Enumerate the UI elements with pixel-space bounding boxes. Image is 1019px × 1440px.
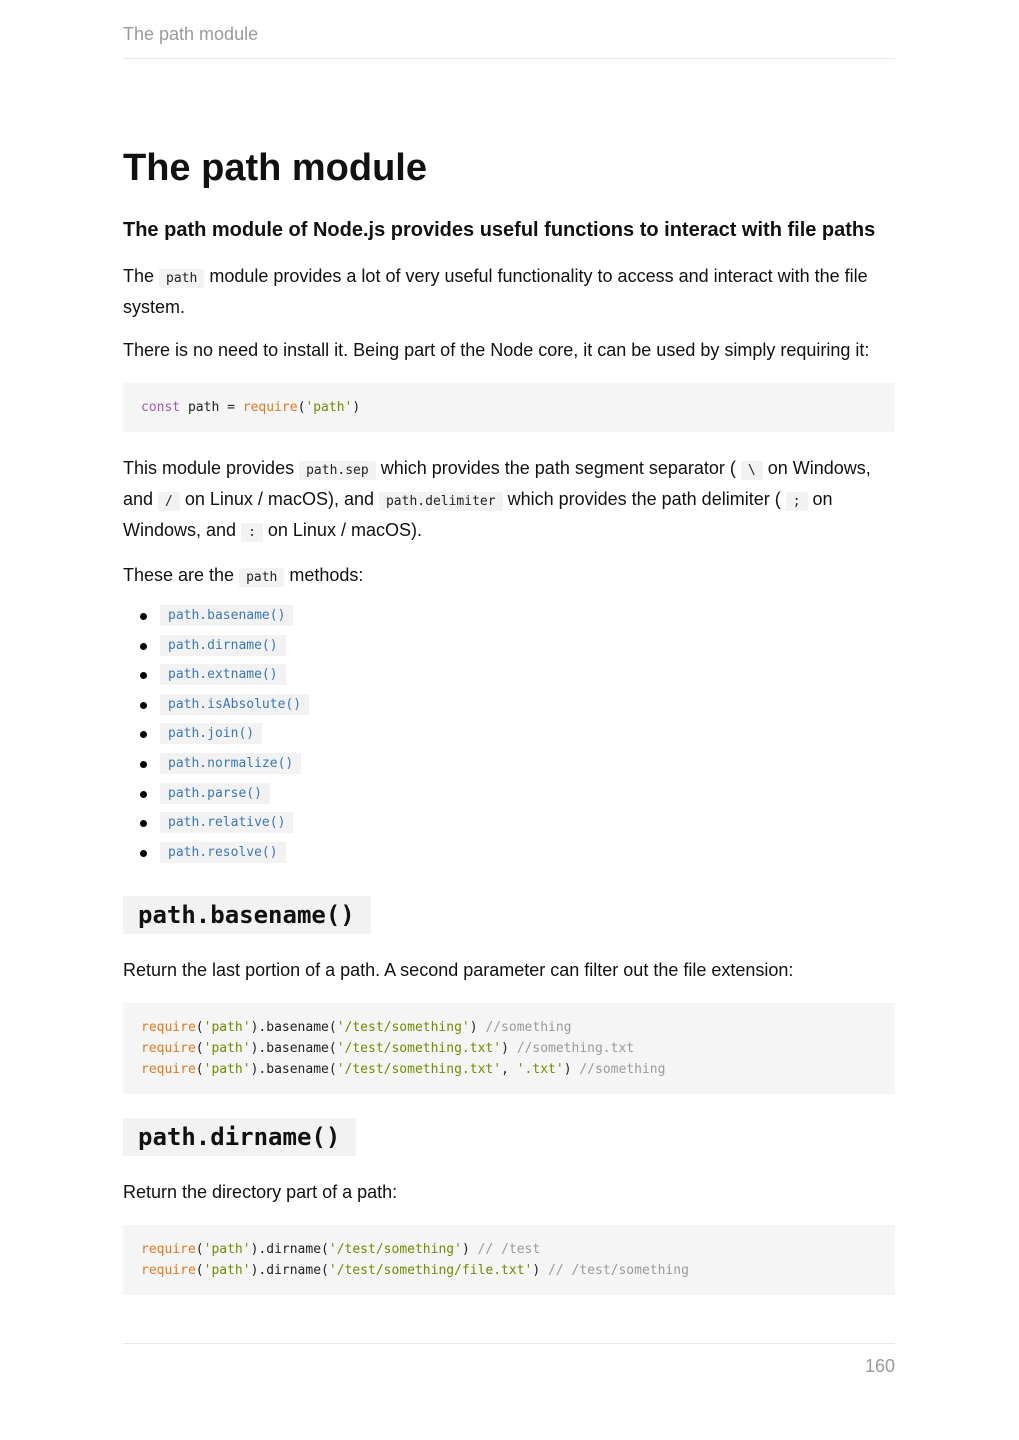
page-subtitle: The path module of Node.js provides useful functions to interact with file paths xyxy=(123,219,876,241)
code-string: 'path' xyxy=(305,400,353,415)
text-run: on Windows, and xyxy=(123,458,871,509)
code-function: require xyxy=(141,1263,196,1279)
code-comment: //something xyxy=(579,1062,666,1078)
list-item xyxy=(123,784,895,814)
code-text: ) xyxy=(501,1041,517,1057)
code-comment: // /test/something xyxy=(548,1263,689,1279)
code-comment: //something xyxy=(485,1020,572,1036)
list-item xyxy=(123,754,895,784)
bullet-icon xyxy=(140,702,147,709)
code-function: require xyxy=(141,1062,196,1078)
code-text: path = xyxy=(180,400,243,415)
method-link-basename[interactable]: path.basename() xyxy=(160,605,293,626)
method-link-join[interactable]: path.join() xyxy=(160,723,262,744)
code-string: '/test/something.txt' xyxy=(336,1062,502,1078)
bullet-icon xyxy=(140,820,147,827)
text-run: The xyxy=(123,266,160,286)
inline-code: path.delimiter xyxy=(379,492,503,511)
header-divider xyxy=(123,58,895,59)
code-text: ) xyxy=(563,1062,580,1078)
text-run: which provides the path delimiter ( xyxy=(502,489,786,509)
code-text: , xyxy=(501,1062,517,1078)
list-item xyxy=(123,724,895,754)
inline-code: / xyxy=(158,492,180,511)
code-block-dirname xyxy=(123,1225,895,1295)
code-function: require xyxy=(141,1242,196,1258)
section-heading-dirname: path.dirname() xyxy=(123,1118,356,1156)
code-line xyxy=(141,1020,572,1035)
method-link-isabsolute[interactable]: path.isAbsolute() xyxy=(160,694,309,715)
code-function: require xyxy=(141,1020,196,1036)
running-header: The path module xyxy=(123,24,259,44)
page-title: The path module xyxy=(123,147,427,189)
code-line xyxy=(141,1062,665,1077)
footer-divider xyxy=(123,1343,895,1344)
bullet-icon xyxy=(140,672,147,679)
method-link-extname[interactable]: path.extname() xyxy=(160,664,286,685)
code-text: ) xyxy=(352,400,361,415)
method-link-dirname[interactable]: path.dirname() xyxy=(160,635,286,656)
code-string: 'path' xyxy=(203,1062,251,1078)
bullet-icon xyxy=(140,761,147,768)
intro-paragraph xyxy=(123,262,895,322)
code-text: ).basename( xyxy=(250,1041,337,1057)
text-run: which provides the path segment separator ( xyxy=(375,458,741,478)
inline-code: path xyxy=(239,568,284,587)
code-block-basename xyxy=(123,1003,895,1094)
code-text: ).basename( xyxy=(250,1062,337,1078)
code-text: ( xyxy=(195,1242,204,1258)
code-text: ).dirname( xyxy=(250,1263,329,1279)
list-item xyxy=(123,665,895,695)
separator-paragraph xyxy=(123,454,895,547)
inline-code: path xyxy=(159,269,204,288)
inline-code: \ xyxy=(741,461,763,480)
method-link-relative[interactable]: path.relative() xyxy=(160,812,293,833)
bullet-icon xyxy=(140,643,147,650)
text-run: These are the xyxy=(123,565,240,585)
methods-list xyxy=(123,606,895,872)
method-link-parse[interactable]: path.parse() xyxy=(160,783,270,804)
code-text: ( xyxy=(195,1041,204,1057)
code-text: ( xyxy=(195,1020,204,1036)
list-item xyxy=(123,636,895,666)
code-keyword: const xyxy=(141,400,181,415)
code-text: ) xyxy=(461,1242,478,1258)
code-string: '.txt' xyxy=(516,1062,564,1078)
code-text: ).dirname( xyxy=(250,1242,329,1258)
list-item xyxy=(123,843,895,873)
method-link-resolve[interactable]: path.resolve() xyxy=(160,842,286,863)
code-text: ) xyxy=(469,1020,486,1036)
text-run: on Windows, and xyxy=(123,489,833,540)
code-string: '/test/something' xyxy=(328,1242,462,1258)
bullet-icon xyxy=(140,850,147,857)
code-line xyxy=(141,1041,634,1056)
code-text: ).basename( xyxy=(250,1020,337,1036)
code-text: ) xyxy=(532,1263,549,1279)
basename-description: Return the last portion of a path. A second parameter can filter out the file extension: xyxy=(123,960,794,981)
code-text: ( xyxy=(195,1263,204,1279)
code-line xyxy=(141,1263,689,1278)
install-paragraph: There is no need to install it. Being part of the Node core, it can be used by simply requiring it: xyxy=(123,340,870,360)
bullet-icon xyxy=(140,613,147,620)
page-number: 160 xyxy=(864,1356,895,1376)
list-item xyxy=(123,813,895,843)
bullet-icon xyxy=(140,791,147,798)
dirname-description: Return the directory part of a path: xyxy=(123,1182,398,1203)
article-content xyxy=(123,140,895,1295)
text-run: on Linux / macOS), and xyxy=(179,489,379,509)
code-string: 'path' xyxy=(203,1242,251,1258)
code-text: ( xyxy=(297,400,306,415)
code-text: ( xyxy=(195,1062,204,1078)
code-string: 'path' xyxy=(203,1263,251,1279)
list-item xyxy=(123,695,895,725)
list-item xyxy=(123,606,895,636)
code-string: 'path' xyxy=(203,1041,251,1057)
methods-intro-paragraph xyxy=(123,561,895,592)
section-heading-basename: path.basename() xyxy=(123,896,371,934)
code-string: 'path' xyxy=(203,1020,251,1036)
code-string: '/test/something.txt' xyxy=(336,1041,502,1057)
code-string: '/test/something' xyxy=(336,1020,470,1036)
inline-code: path.sep xyxy=(299,461,376,480)
inline-code: : xyxy=(241,523,263,542)
code-function: require xyxy=(141,1041,196,1057)
text-run: This module provides xyxy=(123,458,300,478)
text-run: methods: xyxy=(284,565,364,585)
code-line xyxy=(141,1242,540,1257)
code-string: '/test/something/file.txt' xyxy=(328,1263,533,1279)
method-link-normalize[interactable]: path.normalize() xyxy=(160,753,301,774)
text-run: on Linux / macOS). xyxy=(262,520,422,540)
text-run: module provides a lot of very useful functionality to access and interact with the file system. xyxy=(123,266,868,317)
inline-code: ; xyxy=(786,492,808,511)
code-function: require xyxy=(242,400,298,415)
bullet-icon xyxy=(140,731,147,738)
code-comment: //something.txt xyxy=(516,1041,635,1057)
code-block-require xyxy=(123,383,895,432)
code-comment: // /test xyxy=(477,1242,541,1258)
